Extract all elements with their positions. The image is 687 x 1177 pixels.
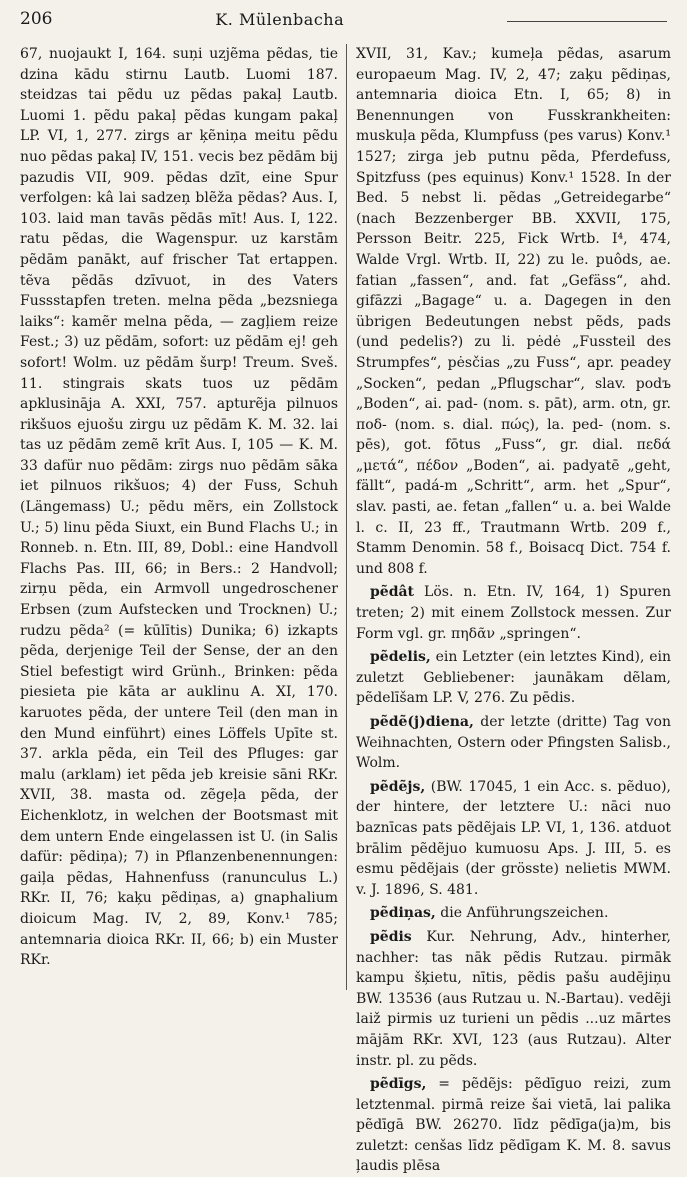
right-column — [356, 44, 672, 1175]
entry-headword: pẽdelis, — [370, 649, 431, 666]
entry-body: Lös. n. Etn. IV, 164, 1) Spuren treten; 2) mit einem Zollstock messen. Zur Form vgl. gr. πηδᾶν „springen“. — [356, 584, 671, 642]
dictionary-entry — [356, 712, 671, 774]
entry-body: der letzte (dritte) Tag von Weihnachten, Ostern oder Pfingsten Salisb., Wolm. — [356, 714, 671, 772]
entry-body: ein Letzter (ein letztes Kind), ein zuletzt Gebliebener: jaunākam dẽlam, pẽdelīšam LP. V, 276. Zu pēdis. — [356, 649, 671, 707]
page-number: 206 — [20, 9, 53, 29]
entry-continuation: XVII, 31, Kav.; kumeļa pẽdas, asarum europaeum Mag. IV, 2, 47; zaķu pẽdiņas, antemnaria dioica Etn. I, 65; 8) in Benennungen von Fusskrankheiten: muskuļa pẽda, Klumpfuss (pes varus) Konv.¹ 1527; zirga jeb putnu pẽda, Pferdefuss, Spitzfuss (pes equinus) Konv.¹ 1528. In der Bed. 5 nebst li. pẽdas „Getreidegarbe“ (nach Bezzenberger BB. XXVII, 175, Persson Beitr. 225, Fick Wrtb. I⁴, 474, Walde Vrgl. Wrtb. II, 22) zu le. puôds, ae. fatian „fassen“, and. fat „Gefäss“, ahd. gifāzzi „Bagage“ u. a. Dagegen in den übrigen Bedeutungen nebst pẽds, pads (und pedelis?) zu li. pėdė „Fussteil des Strumpfes“, pėsčias „zu Fuss“, apr. peadey „Socken“, pedan „Pflugschar“, slav. podъ „Boden“, ai. pad- (nom. s. pāt), arm. otn, gr. ποδ- (nom. s. dial. πώς), la. ped- (nom. s. pēs), got. fōtus „Fuss“, gr. dial. πεδά „μετά“, πέδον „Boden“, ai. padyatē „geht, fällt“, padá-m „Schritt“, arm. het „Spur“, slav. pasti, ae. fetan „fallen“ u. a. bei Walde l. c. II, 23 ff., Trautmann Wrtb. 209 f., Stamm Denomin. 58 f., Boisacq Dict. 754 f. und 808 f. — [356, 46, 671, 577]
dictionary-entry — [356, 1074, 671, 1177]
dictionary-entry — [356, 647, 671, 709]
entry-headword: pẽdiņas, — [370, 905, 436, 922]
entry-body: Kur. Nehrung, Adv., hinterher, nachher: tas nāk pẽdis Rutzau. pirmāk kampu šķietu, nītis, pẽdis pašu audējiņu BW. 13536 (aus Rutzau u. N.-Bartau). vedẽji laiž pirmis uz turieni un pẽdis ...uz mārtes mājām RKr. XVI, 123 (aus Rutzau). Alter instr. pl. zu pẽds. — [356, 928, 671, 1069]
dictionary-entry — [356, 903, 671, 924]
left-column — [20, 44, 338, 994]
entry-headword: pẽdis — [370, 928, 412, 945]
column-divider — [346, 44, 347, 990]
dictionary-entry — [356, 582, 671, 644]
entry-body: = pẽdẽjs: pẽdīguo reizi, zum letztenmal. pirmā reize šai vietā, lai palika pẽdīgā BW. 26270. līdz pẽdīga(ja)m, bis zuletzt: cenšas līdz pẽdīgam K. M. 8. savus ļaudis plēsa — [356, 1076, 671, 1175]
header-rule — [507, 21, 667, 22]
entry-headword: pẽdīgs, — [370, 1076, 427, 1093]
entry-continuation: 67, nuojaukt I, 164. suņi uzjẽma pẽdas, tie dzina kādu stirnu Lautb. Luomi 187. steidzas tai pẽdu uz pẽdas pakaļ Lautb. Luomi 1. pẽdu pakaļ pẽdas kungam pakaļ LP. VI, 1, 277. zirgs ar ķẽniņa meitu pẽdu nuo pẽdas pakaļ IV, 151. vecis bez pẽdām bij pazudis VII, 909. pẽdas dzīt, eine Spur verfolgen: kâ lai sadzeņ blẽža pẽdas? Aus. I, 103. laid man tavās pẽdās mīt! Aus. I, 122. ratu pẽdas, die Wagenspur. uz karstām pẽdām panākt, auf frischer Tat ertappen. tẽva pẽdās dzīvuot, in des Vaters Fussstapfen treten. melna pẽda „bezsniega laiks“: kamẽr melna pẽda, — zagļiem reize Fest.; 3) uz pẽdām, sofort: uz pẽdām ej! geh sofort! Wolm. uz pẽdām šurp! Treum. Sveš. 11. stingrais skats tuos uz pẽdām apklusināja A. XXI, 757. apturẽja pilnuos rikšuos ejuošu zirgu uz pẽdām K. M. 32. lai tas uz pẽdām zemẽ krīt Aus. I, 105 — K. M. 33 dafür nuo pẽdām: zirgs nuo pẽdām sāka iet pilnuos rikšuos; 4) der Fuss, Schuh (Längemass) U.; pẽdu mẽrs, ein Zollstock U.; 5) linu pẽda Siuxt, ein Bund Flachs U.; in Ronneb. n. Etn. III, 89, Dobl.: eine Handvoll Flachs Pas. III, 66; in Bers.: 2 Handvoll; zirņu pẽda, ein Armvoll ungedroschener Erbsen (zum Aufstecken und Trocknen) U.; rudzu pẽda² (= kūlītis) Dunika; 6) izkapts pẽda, derjenige Teil der Sense, der an den Stiel befestigt wird Grünh., Brinken: pẽda piesieta pie kāta ar auklinu A. XI, 170. karuotes pẽda, der untere Teil (den man in den Mund einführt) eines Löffels Upīte st. 37. arkla pẽda, ein Teil des Pfluges: gar malu (arklam) iet pẽda jeb kreisie sāni RKr. XVII, 38. masta od. zẽgeļa pẽda, der Eichenklotz, in welchen der Bootsmast mit dem untern Ende eingelassen ist U. (in Salis dafür: pẽdiņa); 7) in Pflanzenbenennungen: gaiļa pẽdas, Hahnenfuss (ranunculus L.) RKr. II, 76; kaķu pẽdiņas, a) gnaphalium dioicum Mag. IV, 2, 89, Konv.¹ 785; antemnaria dioica RKr. II, 66; b) ein Muster RKr. — [20, 46, 338, 969]
entry-body: (BW. 17045, 1 ein Acc. s. pẽduo), der hintere, der letztere U.: nāci nuo baznīcas pats pẽdẽjais LP. VI, 1, 136. atduot brālim pẽdẽjuo kumuosu Aps. J. III, 5. es esmu pẽdẽjais (der grösste) nelietis MWM. v. J. 1896, S. 481. — [356, 778, 672, 898]
dictionary-entry — [356, 927, 671, 1071]
entry-headword: pẽdẽ(j)diena, — [370, 714, 474, 730]
entry-headword: pẽdât — [370, 584, 415, 601]
entry-body: die Anführungszeichen. — [440, 905, 609, 922]
page-header — [20, 4, 667, 34]
running-head: K. Mülenbacha — [215, 9, 345, 29]
dictionary-entry — [356, 777, 671, 901]
entry-headword: pẽdẽjs, — [370, 778, 426, 795]
